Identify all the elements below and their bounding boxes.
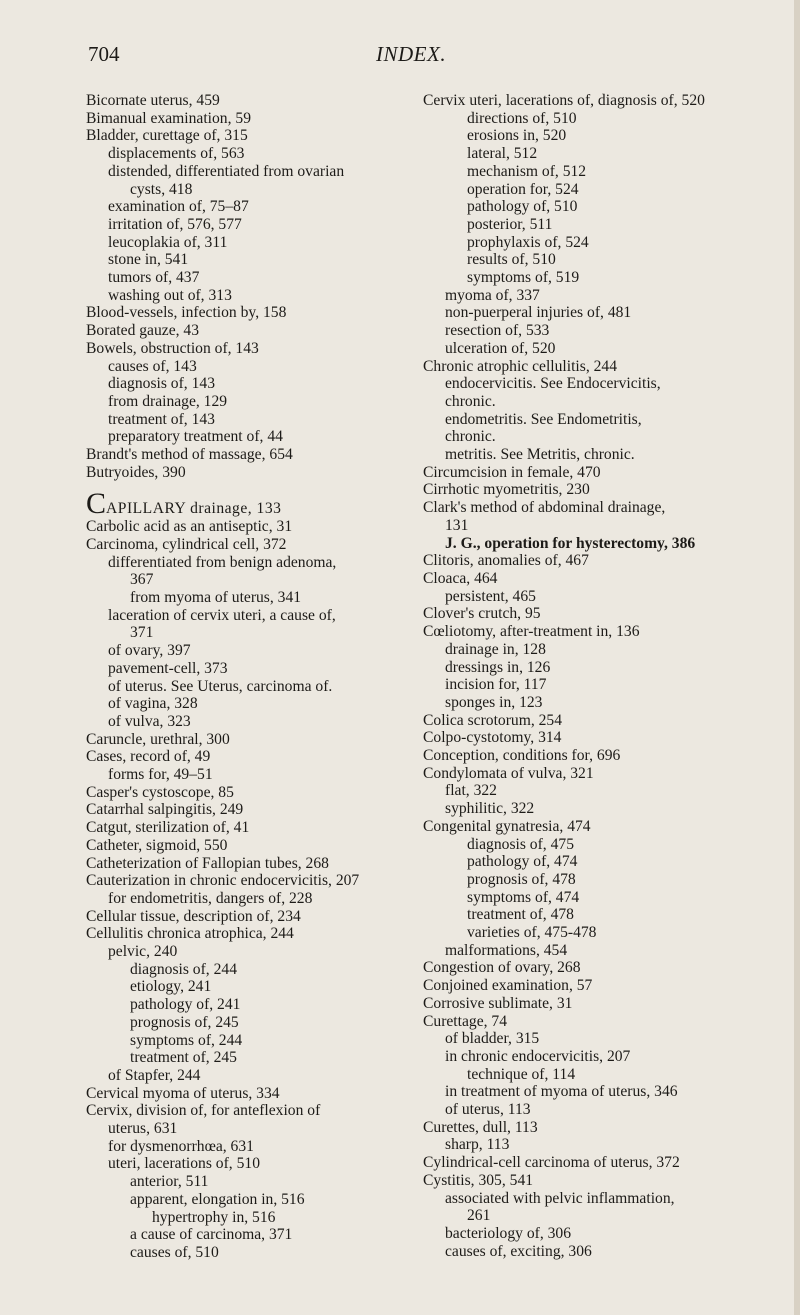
index-subentry: chronic. (445, 392, 496, 410)
index-subentry: etiology, 241 (130, 978, 212, 996)
index-subentry: of ovary, 397 (108, 642, 191, 660)
section-start-c (86, 487, 416, 521)
index-subentry: metritis. See Metritis, chronic. (445, 446, 635, 464)
index-subentry: leucoplakia of, 311 (108, 233, 228, 251)
index-subentry: non-puerperal injuries of, 481 (445, 304, 632, 322)
index-subentry: J. G., operation for hysterectomy, 386 (445, 534, 696, 552)
index-subentry: hypertrophy in, 516 (152, 1208, 276, 1226)
index-subentry: posterior, 511 (467, 215, 553, 233)
index-subentry: endocervicitis. See Endocervicitis, (445, 375, 661, 393)
index-subentry: prophylaxis of, 524 (467, 233, 589, 251)
index-entry: Catheterization of Fallopian tubes, 268 (86, 854, 329, 872)
index-entry: Catheter, sigmoid, 550 (86, 836, 228, 854)
index-entry: Congestion of ovary, 268 (423, 959, 581, 977)
index-subentry: displacements of, 563 (108, 145, 245, 163)
index-entry: Bowels, obstruction of, 143 (86, 339, 259, 357)
index-subentry: 131 (445, 516, 469, 534)
index-entry: Clitoris, anomalies of, 467 (423, 552, 589, 570)
index-subentry: of uterus, 113 (445, 1101, 531, 1119)
index-entry: Cloaca, 464 (423, 569, 498, 587)
index-entry: Cauterization in chronic endocervicitis, 207 (86, 872, 360, 890)
index-subentry: causes of, 143 (108, 357, 197, 375)
index-subentry: preparatory treatment of, 44 (108, 428, 283, 446)
index-subentry: pavement-cell, 373 (108, 659, 228, 677)
index-entry: Conception, conditions for, 696 (423, 747, 621, 765)
index-entry: Cellulitis chronica atrophica, 244 (86, 925, 294, 943)
index-subentry: prognosis of, 478 (467, 870, 576, 888)
index-entry: Carbolic acid as an antiseptic, 31 (86, 518, 293, 536)
index-entry: Catarrhal salpingitis, 249 (86, 801, 244, 819)
index-subentry: 367 (130, 571, 154, 589)
index-subentry: in treatment of myoma of uterus, 346 (445, 1083, 678, 1101)
index-subentry: washing out of, 313 (108, 286, 232, 304)
index-entry: Cervical myoma of uterus, 334 (86, 1084, 280, 1102)
index-subentry: associated with pelvic inflammation, (445, 1189, 675, 1207)
index-subentry: symptoms of, 474 (467, 888, 580, 906)
index-entry: Chronic atrophic cellulitis, 244 (423, 357, 618, 375)
index-subentry: apparent, elongation in, 516 (130, 1190, 305, 1208)
index-subentry: 261 (467, 1207, 491, 1225)
index-entry: Cervix uteri, lacerations of, diagnosis of, 520 (423, 92, 705, 109)
index-subentry: irritation of, 576, 577 (108, 215, 242, 233)
index-subentry: symptoms of, 244 (130, 1031, 243, 1049)
index-column-right (423, 92, 753, 1260)
index-subentry: of Stapfer, 244 (108, 1066, 201, 1084)
index-subentry: of bladder, 315 (445, 1030, 540, 1048)
index-subentry: 371 (130, 624, 154, 642)
index-subentry: tumors of, 437 (108, 269, 200, 287)
index-entry: Circumcision in female, 470 (423, 463, 601, 481)
index-subentry: chronic. (445, 428, 496, 446)
index-subentry: pathology of, 510 (467, 198, 578, 216)
index-subentry: for endometritis, dangers of, 228 (108, 889, 313, 907)
index-subentry: drainage in, 128 (445, 640, 546, 658)
index-subentry: a cause of carcinoma, 371 (130, 1226, 293, 1244)
index-subentry: results of, 510 (467, 251, 556, 269)
index-subentry: prognosis of, 245 (130, 1013, 239, 1031)
index-entry: Conjoined examination, 57 (423, 977, 593, 995)
index-entry: Brandt's method of massage, 654 (86, 446, 293, 464)
index-subentry: sponges in, 123 (445, 693, 543, 711)
index-subentry: causes of, 510 (130, 1244, 219, 1261)
index-entry: Clover's crutch, 95 (423, 605, 541, 623)
index-subentry: ulceration of, 520 (445, 339, 556, 357)
index-subentry: symptoms of, 519 (467, 269, 580, 287)
index-subentry: uterus, 631 (108, 1120, 178, 1138)
index-subentry: malformations, 454 (445, 941, 568, 959)
index-subentry: endometritis. See Endometritis, (445, 410, 642, 428)
index-subentry: lateral, 512 (467, 145, 538, 163)
index-entry: Corrosive sublimate, 31 (423, 994, 573, 1012)
index-subentry: pelvic, 240 (108, 943, 178, 961)
index-subentry: of vulva, 323 (108, 712, 191, 730)
index-entry: Clark's method of abdominal drainage, (423, 499, 666, 517)
index-entry: Carcinoma, cylindrical cell, 372 (86, 535, 287, 553)
index-subentry: laceration of cervix uteri, a cause of, (108, 606, 336, 624)
index-subentry: cysts, 418 (130, 180, 193, 198)
index-entry: Cylindrical-cell carcinoma of uterus, 372 (423, 1154, 680, 1172)
index-entry: APILLARY drainage, 133 (106, 500, 282, 518)
index-entry: Bladder, curettage of, 315 (86, 127, 248, 145)
index-column-left (86, 92, 416, 1262)
index-subentry: dressings in, 126 (445, 658, 551, 676)
index-subentry: anterior, 511 (130, 1173, 209, 1191)
index-entry: Cases, record of, 49 (86, 748, 211, 766)
index-subentry: pathology of, 474 (467, 853, 578, 871)
index-subentry: diagnosis of, 475 (467, 835, 574, 853)
index-subentry: from drainage, 129 (108, 392, 228, 410)
index-entry: Bimanual examination, 59 (86, 109, 251, 127)
index-subentry: persistent, 465 (445, 587, 536, 605)
index-entry: Butryoides, 390 (86, 463, 186, 481)
index-subentry: bacteriology of, 306 (445, 1225, 572, 1242)
index-subentry: flat, 322 (445, 782, 497, 800)
index-subentry: myoma of, 337 (445, 286, 540, 304)
index-subentry: operation for, 524 (467, 180, 579, 198)
index-entry: Caruncle, urethral, 300 (86, 730, 230, 748)
index-subentry: mechanism of, 512 (467, 162, 587, 180)
index-subentry: forms for, 49–51 (108, 766, 213, 784)
index-subentry: pathology of, 241 (130, 996, 241, 1014)
index-entry: Curettage, 74 (423, 1012, 508, 1030)
index-subentry: distended, differentiated from ovarian (108, 162, 345, 180)
index-entry: Condylomata of vulva, 321 (423, 764, 594, 782)
index-subentry: directions of, 510 (467, 109, 577, 127)
index-subentry: resection of, 533 (445, 322, 550, 340)
page-edge-shadow (794, 0, 800, 1315)
drop-cap-letter: C (86, 487, 107, 521)
index-subentry: treatment of, 143 (108, 410, 215, 428)
index-subentry: of vagina, 328 (108, 695, 198, 713)
index-subentry: for dysmenorrhœa, 631 (108, 1137, 254, 1155)
index-entry: Bicornate uterus, 459 (86, 92, 220, 109)
index-entry: Cystitis, 305, 541 (423, 1171, 534, 1189)
index-subentry: technique of, 114 (467, 1065, 576, 1083)
running-title: INDEX. (376, 42, 447, 66)
index-entry: Curettes, dull, 113 (423, 1118, 538, 1136)
index-subentry: treatment of, 245 (130, 1049, 237, 1067)
index-subentry: diagnosis of, 143 (108, 375, 215, 393)
index-subentry: examination of, 75–87 (108, 198, 249, 216)
index-entry: Congenital gynatresia, 474 (423, 817, 591, 835)
index-entry: Cirrhotic myometritis, 230 (423, 481, 590, 499)
index-entry: Colpo-cystotomy, 314 (423, 729, 562, 747)
index-subentry: varieties of, 475-478 (467, 924, 597, 942)
index-entry: Cœliotomy, after-treatment in, 136 (423, 623, 640, 641)
index-subentry: of uterus. See Uterus, carcinoma of. (108, 677, 333, 695)
index-entry: Cervix, division of, for anteflexion of (86, 1102, 321, 1120)
index-subentry: uteri, lacerations of, 510 (108, 1155, 260, 1173)
index-entry: Borated gauze, 43 (86, 322, 200, 340)
index-subentry: causes of, exciting, 306 (445, 1242, 592, 1260)
index-subentry: in chronic endocervicitis, 207 (445, 1047, 631, 1065)
page-header (88, 42, 718, 72)
index-entry: Cellular tissue, description of, 234 (86, 907, 301, 925)
index-entry: Catgut, sterilization of, 41 (86, 819, 250, 837)
index-subentry: syphilitic, 322 (445, 800, 535, 818)
index-subentry: erosions in, 520 (467, 127, 567, 145)
index-subentry: diagnosis of, 244 (130, 960, 237, 978)
index-subentry: incision for, 117 (445, 676, 547, 694)
index-entry: Blood-vessels, infection by, 158 (86, 304, 287, 322)
index-subentry: differentiated from benign adenoma, (108, 553, 337, 571)
index-entry: Casper's cystoscope, 85 (86, 783, 234, 801)
index-entry: Colica scrotorum, 254 (423, 711, 563, 729)
page-number: 704 (88, 42, 120, 66)
index-subentry: treatment of, 478 (467, 906, 574, 924)
index-subentry: sharp, 113 (445, 1136, 510, 1154)
index-subentry: stone in, 541 (108, 251, 189, 269)
index-subentry: from myoma of uterus, 341 (130, 588, 302, 606)
